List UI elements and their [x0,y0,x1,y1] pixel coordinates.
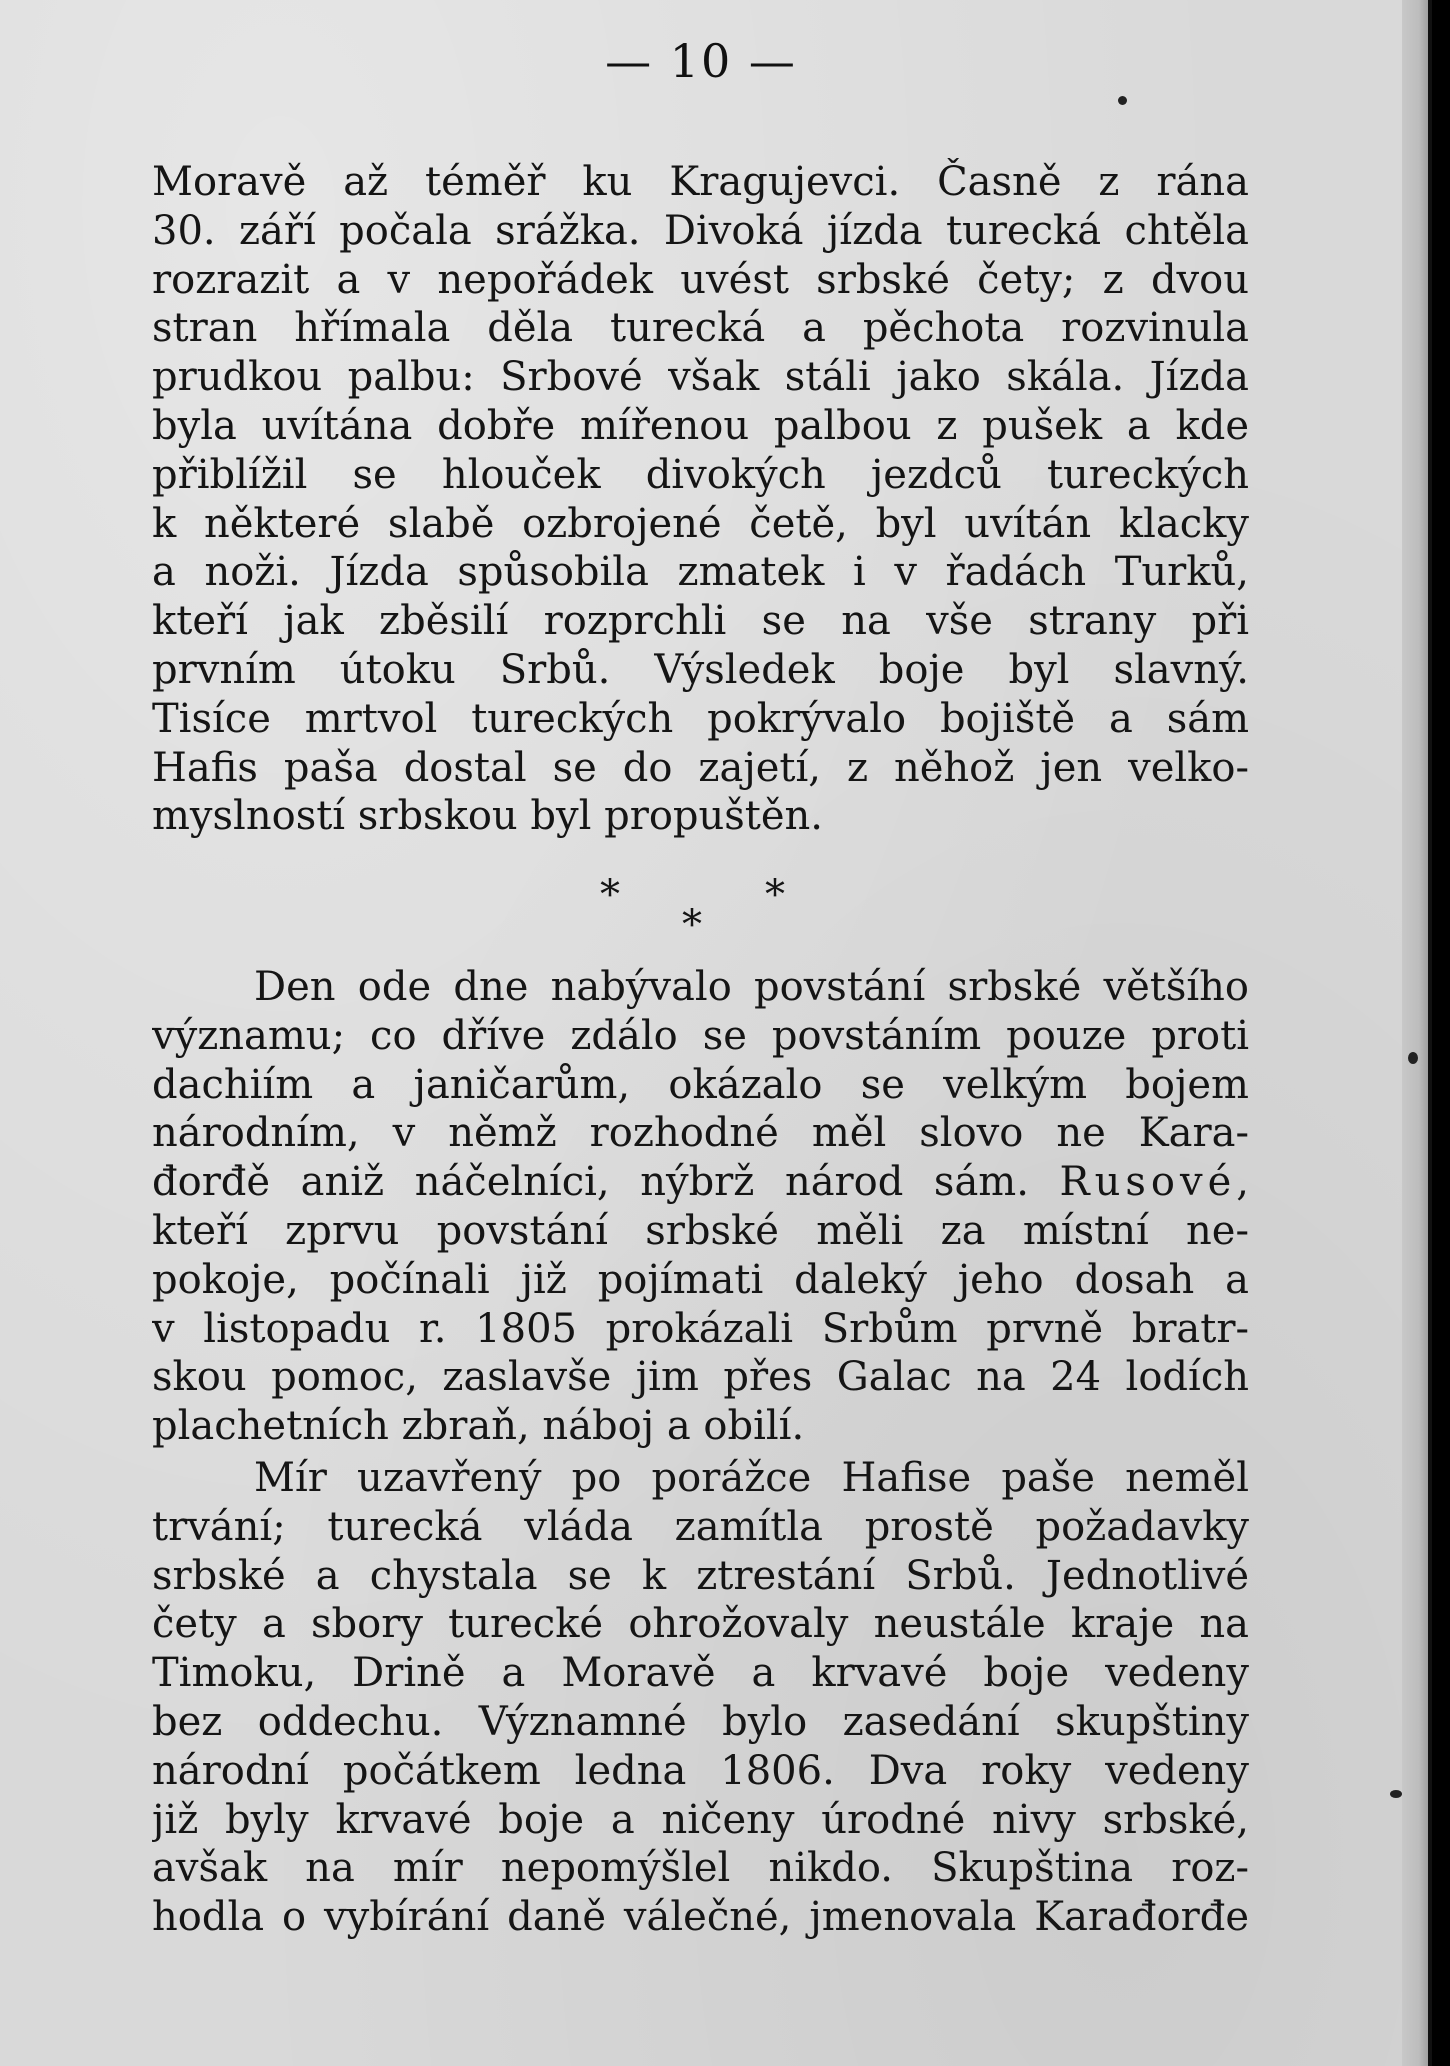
text-line: Moravě až téměř ku Kragujevci. Časně z rána [152,159,1249,205]
ink-speck [1118,96,1127,105]
text-line: srbské a chystala se k ztrestání Srbů. Jednotlivé [152,1552,1249,1599]
ink-speck [1390,1790,1402,1798]
text-line: přiblížil se hlouček divokých jezdců tureckých [152,451,1249,498]
text-line [152,1158,1249,1207]
emphasis-word: Rusové [1059,1159,1237,1206]
text-line: plachetních zbraň, náboj a obilí. [152,1403,805,1450]
section-separator [0,872,1402,952]
text-line: 30. září počala srážka. Divoká jízda turecká chtěla [152,207,1249,254]
text-line: k některé slabě ozbrojené četě, byl uvítán klacky [152,500,1249,547]
text-line: Mír uzavřený po porážce Hafise paše neměl [254,1455,1249,1501]
text-fragment: , [1236,1159,1249,1206]
text-line: prvním útoku Srbů. Výsledek boje byl slavný. [152,646,1249,693]
asterisk: * [682,902,702,948]
text-line: Den ode dne nabývalo povstání srbské většího [254,964,1249,1010]
paragraph-3 [152,1454,1249,1942]
text-line: trvání; turecká vláda zamítla prostě požadavky [152,1503,1249,1550]
paragraph-2 [152,963,1249,1451]
page-number: — 10 — [605,34,797,88]
binding-shadow [1428,0,1432,2066]
text-line: národní počátkem ledna 1806. Dva roky vedeny [152,1747,1249,1794]
text-line: národním, v němž rozhodné měl slovo ne Kara- [152,1110,1249,1157]
asterisk: * [600,872,620,918]
text-line: byla uvítána dobře mířenou palbou z pušek a kde [152,402,1249,449]
text-line: pokoje, počínali již pojímati daleký jeho dosah a [152,1256,1249,1303]
asterisk: * [765,872,785,918]
text-line: hodla o vybírání daně válečné, jmenovala Karađorđe [152,1894,1249,1941]
text-line: myslností srbskou byl propuštěn. [152,793,824,840]
ink-speck [1408,1052,1418,1064]
text-line: stran hřímala děla turecká a pěchota rozvinula [152,305,1249,352]
text-line: Tisíce mrtvol tureckých pokrývalo bojiště a sám [152,695,1249,742]
text-line: prudkou palbu: Srbové však stáli jako skála. Jízda [152,354,1249,401]
text-fragment: đorđě aniž náčelníci, nýbrž národ sám. [152,1159,1060,1206]
text-line: skou pomoc, zaslavše jim přes Galac na 24 lodích [152,1354,1249,1401]
text-line: významu; co dříve zdálo se povstáním pouze proti [152,1012,1249,1059]
text-line: dachiím a janičarům, okázalo se velkým bojem [152,1061,1249,1108]
text-line: v listopadu r. 1805 prokázali Srbům prvně bratr- [152,1305,1249,1352]
text-line: a noži. Jízda spůsobila zmatek i v řadách Turků, [152,549,1249,596]
paragraph-1 [152,158,1249,841]
text-line: Timoku, Drině a Moravě a krvavé boje vedeny [152,1650,1249,1697]
text-line: avšak na mír nepomýšlel nikdo. Skupština roz- [152,1845,1249,1892]
text-line: kteří jak zběsilí rozprchli se na vše strany při [152,598,1249,645]
text-line: bez oddechu. Významné bylo zasedání skupštiny [152,1698,1249,1745]
text-line: čety a sbory turecké ohrožovaly neustále kraje na [152,1601,1249,1648]
text-line: rozrazit a v nepořádek uvést srbské čety; z dvou [152,256,1249,303]
page-edge [1402,0,1430,2066]
text-line: kteří zprvu povstání srbské měli za místní ne- [152,1207,1249,1254]
text-line: Hafis paša dostal se do zajetí, z něhož jen velko- [152,744,1249,791]
text-line: již byly krvavé boje a ničeny úrodné nivy srbské, [152,1796,1249,1843]
